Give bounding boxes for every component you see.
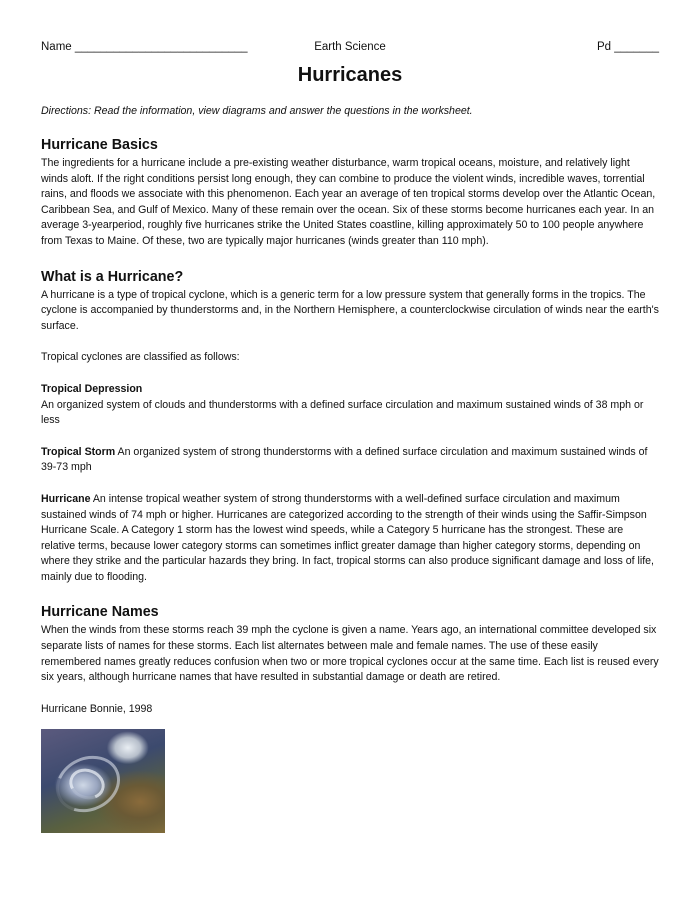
directions-text: Directions: Read the information, view diagrams and answer the questions in the worksheet. xyxy=(41,105,473,117)
term-tropical-depression: Tropical Depression xyxy=(41,382,143,395)
definition-tropical-storm-block xyxy=(41,445,659,476)
definition-hurricane-block xyxy=(41,492,659,586)
classification-intro: Tropical cyclones are classified as follows: xyxy=(41,351,240,364)
heading-what-is-hurricane: What is a Hurricane? xyxy=(41,268,184,285)
definition-hurricane: An intense tropical weather system of strong thunderstorms with a well-defined surface circulation and maximum sustained winds of 74 mph or higher. Hurricanes are categorized according to the strength of their winds using the Saffir-Simpson Hurricane Scale. A Category 1 storm has the lowest wind speeds, while a Category 5 hurricane has the strongest. These are relative terms, because lower category storms can sometimes inflict greater damage than higher category storms, depending on where they strike and the particular hazards they bring. In fact, tropical storms can also produce significant damage and loss of life, mainly due to flooding. xyxy=(41,492,654,583)
hurricane-satellite-photo xyxy=(41,729,165,833)
name-field: Name ___________________________ xyxy=(41,41,248,53)
page-title: Hurricanes xyxy=(297,64,403,86)
photo-caption: Hurricane Bonnie, 1998 xyxy=(41,702,153,715)
definition-tropical-storm: An organized system of strong thunderstorms with a defined surface circulation and maximum sustained winds of 39-73 mph xyxy=(41,445,648,474)
document-body xyxy=(41,104,659,833)
definition-tropical-depression: An organized system of clouds and thunderstorms with a defined surface circulation and maximum sustained winds of 38 mph or less xyxy=(41,398,644,427)
heading-hurricane-names: Hurricane Names xyxy=(41,604,159,621)
term-tropical-storm: Tropical Storm xyxy=(41,445,116,458)
paragraph-hurricane-basics: The ingredients for a hurricane include a pre-existing weather disturbance, warm tropical oceans, moisture, and relatively light winds aloft. If the right conditions persist long enough, they can combine to produce the violent winds, incredible waves, torrential rains, and floods we associate with this phenomenon. Each year an average of ten tropical storms develop over the Atlantic Ocean, Caribbean Sea, and Gulf of Mexico. Many of these remain over the ocean. Six of these storms become hurricanes each year. In an average 3-yearperiod, roughly five hurricanes strike the United States coastline, killing approximately 50 to 100 people anywhere from Texas to Maine. Of these, two are typically major hurricanes (winds greater than 110 mph). xyxy=(41,157,656,247)
term-hurricane: Hurricane xyxy=(41,492,91,505)
page-header xyxy=(41,41,659,57)
subject-label: Earth Science xyxy=(314,41,386,53)
heading-hurricane-basics: Hurricane Basics xyxy=(41,137,158,153)
paragraph-hurricane-names: When the winds from these storms reach 39 mph the cyclone is given a name. Years ago, an international committee developed six separate lists of names for these storms. Each list alternates between male and female names. The use of these easily remembered names greatly reduces confusion when two or more tropical cyclones occur at the same time. Each list is reused every six years, although hurricane names that have resulted in substantial damage or death are retired. xyxy=(41,624,659,684)
period-field: Pd _______ xyxy=(596,41,659,53)
paragraph-what-is-hurricane: A hurricane is a type of tropical cyclone, which is a generic term for a low pressure system that generally forms in the tropics. The cyclone is accompanied by thunderstorms and, in the Northern Hemisphere, a counterclockwise circulation of winds near the earth's surface. xyxy=(41,288,659,332)
